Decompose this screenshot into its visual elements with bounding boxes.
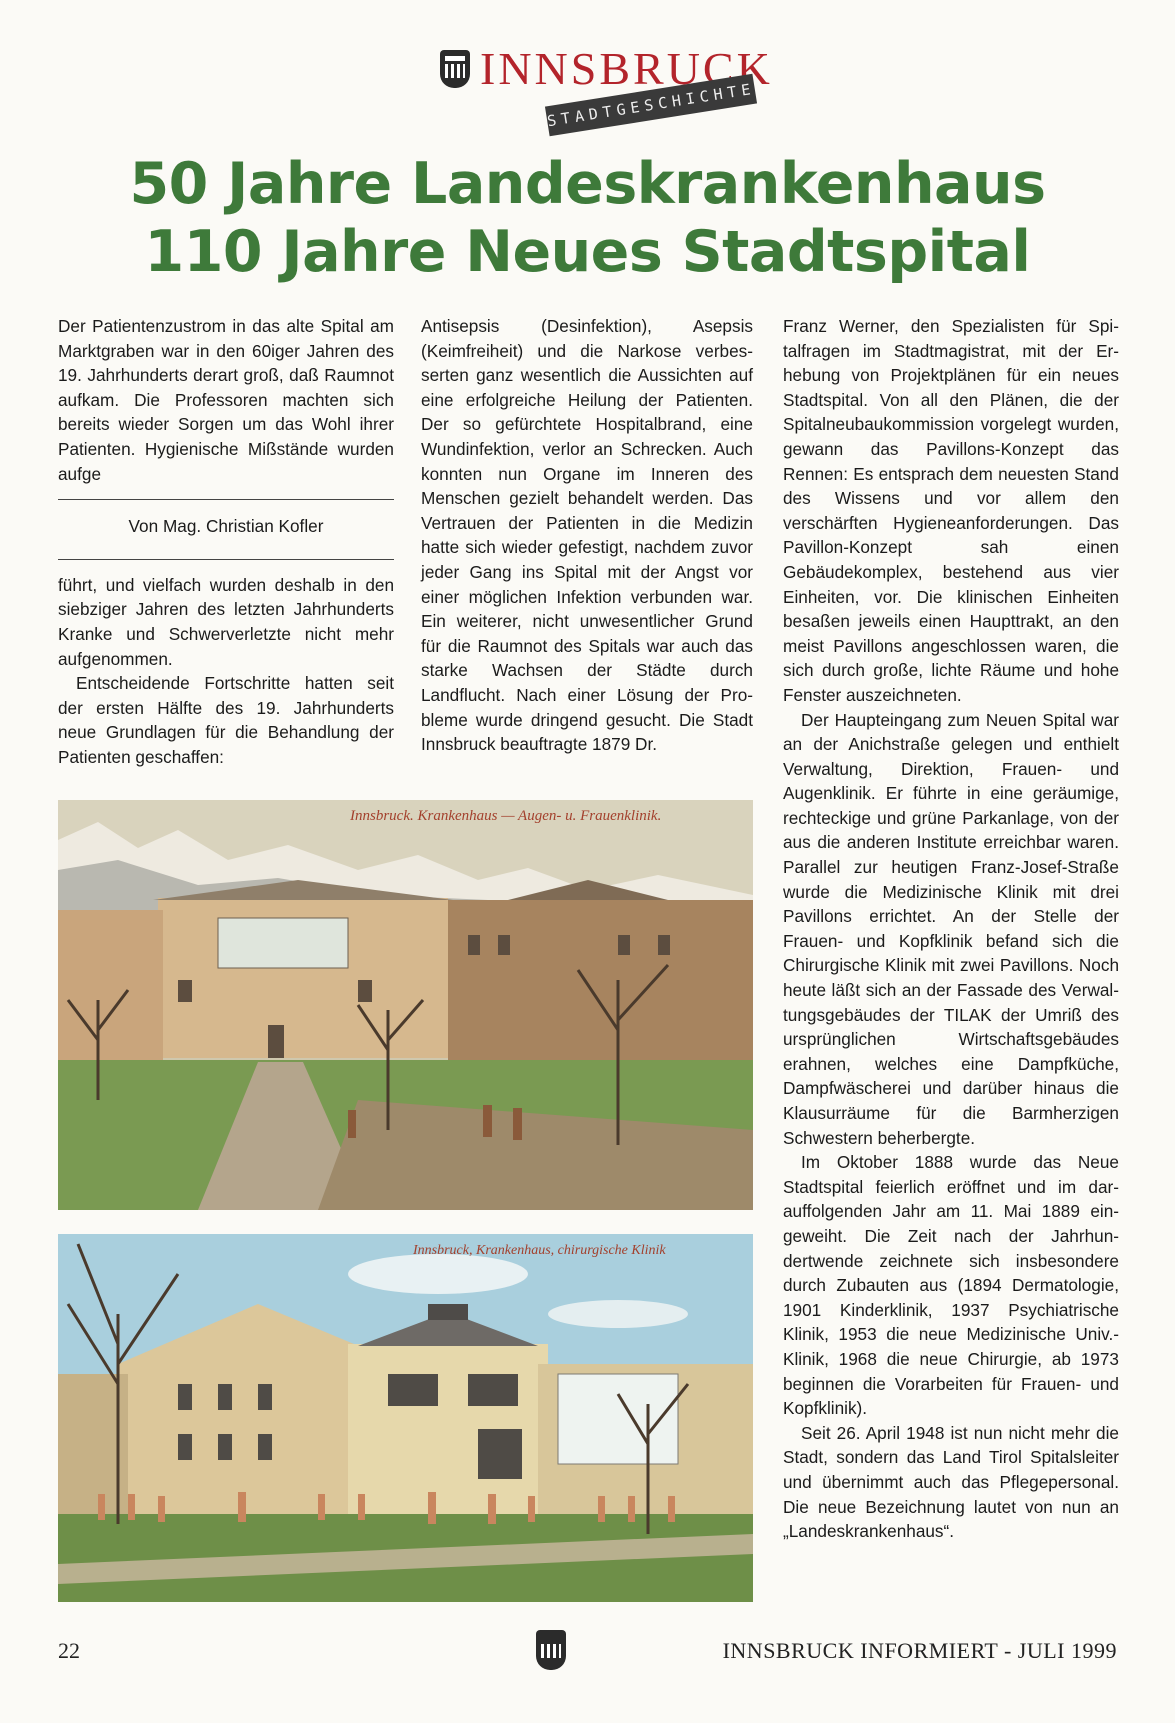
headline-line-1: 50 Jahre Landeskrankenhaus <box>129 151 1046 217</box>
innsbruck-crest-icon <box>440 50 470 88</box>
paragraph: Franz Werner, den Spezialisten für Spitalfragen im Stadtmagistrat, mit der Erhebung von Projektplänen für ein neues Stadtspital. Von all den Plänen, die der Spitalneubaukommission vorgelegt wurden, gewann das Pavillons-Konzept das Rennen: Es entsprach dem neuesten Stand des Wissens und vor allem den verschärften Hygieneanforderungen. Das Pavillon-Konzept sah einen Gebäudekomplex, bestehend aus vier Einheiten, vor. Die klinischen Einheiten besaßen jeweils einen Haupttrakt, an den meist Pavillons angeschlossen waren, die sich durch große, lichte Räume und hohe Fenster auszeichneten. <box>783 316 1119 705</box>
headline-line-2: 110 Jahre Neues Stadtspital <box>144 219 1031 285</box>
headline <box>0 150 1175 286</box>
masthead <box>440 42 773 132</box>
article-intro: Der Patientenzustrom in das alte Spital am Marktgraben war in den 60iger Jahren des 19. Jahrhunderts derart groß, daß Raumnot aufkam. Die Professoren machten sich bereits wieder Sorgen um das Wohl ihrer Patienten. Hygienische Mißstände wurden aufge <box>58 316 394 484</box>
byline: Von Mag. Christian Kofler <box>128 516 324 537</box>
footer-crest-icon <box>536 1630 566 1670</box>
divider <box>58 499 394 500</box>
paragraph: Im Oktober 1888 wurde das Neue Stadtspital feierlich eröffnet und im darauffolgenden Jahr am 11. Mai 1889 eingeweiht. Die Zeit nach der Jahrhundertwende zeichnete sich insbesondere durch Zubauten aus (1894 Dermatologie, 1901 Kinderklinik, 1937 Psychiatrische Klinik, 1953 die neue Medizinische Univ.-Klinik, 1968 die neue Chirurgie, ab 1973 beginnen die Vorarbeiten für Frauen- und Kopfklinik). <box>783 1152 1119 1419</box>
paragraph: Entscheidende Fortschritte hatten seit der ersten Hälfte des 19. Jahrhunderts neue Grundlagen für die Behandlung der Patienten geschaffen: <box>58 673 394 767</box>
article-column-2 <box>421 314 753 757</box>
publication-line: INNSBRUCK INFORMIERT - JULI 1999 <box>722 1638 1117 1663</box>
paragraph: Der Haupteingang zum Neuen Spital war an der Anichstraße gelegen und enthielt Verwaltung, Direktion, Frauen- und Augenklinik. Er führte in eine geräumige, rechteckige und grüne Parkanlage, von der aus die anderen Institute erreichbar waren. Parallel zur heutigen Franz-Josef-Straße wurde die Medizinische Klinik mit drei Pavillons errichtet. An der Stelle der Frauen- und Kopfklinik befand sich die Chirurgische Klinik mit zwei Pavillons. Noch heute läßt sich an der Fassade des Verwaltungsgebäudes der TILAK der Umriß des ursprünglichen Wirtschaftsgebäudes erahnen, welches eine Dampfküche, Dampfwäscherei und darüber hinaus die Klausurräume für die Barmherzigen Schwestern beherbergte. <box>783 709 1119 1148</box>
masthead-title: INNSBRUCK <box>480 43 773 94</box>
postcard-caption: Innsbruck. Krankenhaus — Augen- u. Frauenklinik. <box>350 808 662 824</box>
postcard-chirurgische-klinik <box>58 1234 753 1602</box>
article-column-1 <box>58 314 394 770</box>
paragraph: Seit 26. April 1948 ist nun nicht mehr die Stadt, sondern das Land Tirol Spitalsleiter und übernimmt auch das Pflegepersonal. Die neue Bezeichnung lautet von nun an „Landeskrankenhaus“. <box>783 1422 1119 1542</box>
postcard-augen-frauenklinik <box>58 800 753 1210</box>
divider <box>58 559 394 560</box>
paragraph: führt, und vielfach wurden deshalb in den siebziger Jahren des letzten Jahrhunderts Kranke und Schwerverletzte nicht mehr aufgenommen. <box>58 574 394 669</box>
postcard-caption: Innsbruck, Krankenhaus, chirurgische Klinik <box>413 1243 666 1258</box>
page-number: 22 <box>58 1638 80 1663</box>
article-column-3 <box>783 314 1119 1544</box>
masthead-subtitle-stamp: STADTGESCHICHTE <box>545 74 757 136</box>
paragraph: Antisepsis (Desinfektion), Asepsis (Keimfreiheit) und die Narkose verbesserten ganz wesentlich die Aussichten auf eine erfolgreiche Heilung der Patienten. Der so gefürchtete Hospitalbrand, eine Wundinfektion, verlor an Schrecken. Auch konnten nun Organe im Inneren des Menschen gezielt behandelt werden. Das Vertrauen der Patienten in die Medizin hatte sich wieder gefestigt, nachdem zuvor jeder Gang ins Spital mit der Angst vor einer möglichen Infektion verbunden war. Ein weiterer, nicht unwesentlicher Grund für die Raumnot des Spitals war auch das starke Wachsen der Städte durch Landflucht. Nach einer Lösung der Probleme wurde dringend gesucht. Die Stadt Innsbruck beauftragte 1879 Dr. <box>421 316 753 755</box>
